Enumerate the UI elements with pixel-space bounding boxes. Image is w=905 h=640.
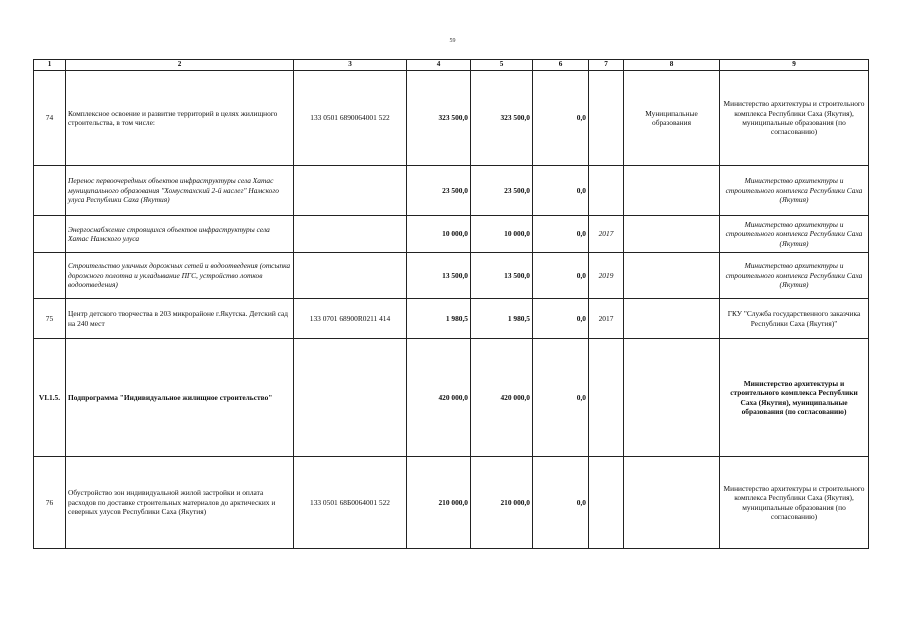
row-value-other: 0,0 bbox=[533, 216, 589, 253]
row-name: Подпрограмма "Индивидуальное жилищное строительство" bbox=[66, 339, 294, 457]
row-value-other: 0,0 bbox=[533, 253, 589, 299]
row-year: 2019 bbox=[589, 253, 624, 299]
table-row bbox=[34, 71, 869, 166]
row-value-budget: 23 500,0 bbox=[471, 166, 533, 216]
row-value-budget: 10 000,0 bbox=[471, 216, 533, 253]
row-name: Строительство уличных дорожных сетей и водоотведения (отсыпка дорожного полотна и укладывание ПГС, устройство лотков водоотведения) bbox=[66, 253, 294, 299]
row-value-total: 210 000,0 bbox=[407, 457, 471, 549]
header-cell: 4 bbox=[407, 60, 471, 71]
row-year bbox=[589, 166, 624, 216]
header-cell: 9 bbox=[720, 60, 869, 71]
row-year bbox=[589, 457, 624, 549]
row-col8 bbox=[624, 339, 720, 457]
row-name: Комплексное освоение и развитие территорий в целях жилищного строительства, в том числе: bbox=[66, 71, 294, 166]
row-code: 133 0501 68Б0064001 522 bbox=[294, 457, 407, 549]
row-executor: Министерство архитектуры и строительного комплекса Республики Саха (Якутия), муниципальные образования (по согласованию) bbox=[720, 457, 869, 549]
row-year bbox=[589, 71, 624, 166]
row-code bbox=[294, 216, 407, 253]
row-value-total: 420 000,0 bbox=[407, 339, 471, 457]
row-value-total: 1 980,5 bbox=[407, 299, 471, 339]
row-number: 75 bbox=[34, 299, 66, 339]
row-value-other: 0,0 bbox=[533, 339, 589, 457]
row-year: 2017 bbox=[589, 299, 624, 339]
row-executor: Министерство архитектуры и строительного комплекса Республики Саха (Якутия) bbox=[720, 216, 869, 253]
row-executor: Министерство архитектуры и строительного комплекса Республики Саха (Якутия), муниципальные образования (по согласованию) bbox=[720, 71, 869, 166]
row-code: 133 0501 6890064001 522 bbox=[294, 71, 407, 166]
header-cell: 6 bbox=[533, 60, 589, 71]
row-code bbox=[294, 339, 407, 457]
row-value-budget: 1 980,5 bbox=[471, 299, 533, 339]
row-value-budget: 323 500,0 bbox=[471, 71, 533, 166]
table-row bbox=[34, 457, 869, 549]
row-col8 bbox=[624, 253, 720, 299]
row-col8 bbox=[624, 216, 720, 253]
table-row bbox=[34, 216, 869, 253]
row-value-total: 10 000,0 bbox=[407, 216, 471, 253]
row-value-other: 0,0 bbox=[533, 166, 589, 216]
table-row bbox=[34, 339, 869, 457]
row-number: 74 bbox=[34, 71, 66, 166]
table-row bbox=[34, 299, 869, 339]
page-number: 59 bbox=[449, 38, 456, 44]
row-executor: Министерство архитектуры и строительного комплекса Республики Саха (Якутия) bbox=[720, 166, 869, 216]
header-cell: 3 bbox=[294, 60, 407, 71]
header-cell: 5 bbox=[471, 60, 533, 71]
row-number bbox=[34, 166, 66, 216]
row-year: 2017 bbox=[589, 216, 624, 253]
row-year bbox=[589, 339, 624, 457]
header-cell: 7 bbox=[589, 60, 624, 71]
row-name: Центр детского творчества в 203 микрорайоне г.Якутска. Детский сад на 240 мест bbox=[66, 299, 294, 339]
program-table bbox=[33, 59, 869, 549]
row-number bbox=[34, 253, 66, 299]
row-col8 bbox=[624, 166, 720, 216]
row-value-budget: 210 000,0 bbox=[471, 457, 533, 549]
header-cell: 1 bbox=[34, 60, 66, 71]
row-number: 76 bbox=[34, 457, 66, 549]
row-code bbox=[294, 166, 407, 216]
row-name: Обустройство зон индивидуальной жилой застройки и оплата расходов по доставке строительных материалов до арктических и северных улусов Республики Саха (Якутия) bbox=[66, 457, 294, 549]
row-executor: ГКУ "Служба государственного заказчика Республики Саха (Якутия)" bbox=[720, 299, 869, 339]
row-col8 bbox=[624, 299, 720, 339]
row-col8: Муниципальные образования bbox=[624, 71, 720, 166]
row-code bbox=[294, 253, 407, 299]
table-row bbox=[34, 253, 869, 299]
row-value-total: 323 500,0 bbox=[407, 71, 471, 166]
row-value-budget: 420 000,0 bbox=[471, 339, 533, 457]
row-name: Перенос первоочередных объектов инфраструктуры села Хатас муниципального образования "Хомустахский 2-й наслег" Намского улуса Республики Саха (Якутия) bbox=[66, 166, 294, 216]
row-code: 133 0701 68900R0211 414 bbox=[294, 299, 407, 339]
table-row bbox=[34, 166, 869, 216]
header-cell: 8 bbox=[624, 60, 720, 71]
row-value-other: 0,0 bbox=[533, 457, 589, 549]
row-value-total: 23 500,0 bbox=[407, 166, 471, 216]
row-value-other: 0,0 bbox=[533, 71, 589, 166]
row-number bbox=[34, 216, 66, 253]
row-executor: Министерство архитектуры и строительного комплекса Республики Саха (Якутия) bbox=[720, 253, 869, 299]
row-col8 bbox=[624, 457, 720, 549]
row-value-other: 0,0 bbox=[533, 299, 589, 339]
row-name: Энергоснабжение строящихся объектов инфраструктуры села Хатас Намского улуса bbox=[66, 216, 294, 253]
row-value-total: 13 500,0 bbox=[407, 253, 471, 299]
row-value-budget: 13 500,0 bbox=[471, 253, 533, 299]
header-row bbox=[34, 60, 869, 71]
row-number: VI.1.5. bbox=[34, 339, 66, 457]
header-cell: 2 bbox=[66, 60, 294, 71]
row-executor: Министерство архитектуры и строительного комплекса Республики Саха (Якутия), муниципальные образования (по согласованию) bbox=[720, 339, 869, 457]
